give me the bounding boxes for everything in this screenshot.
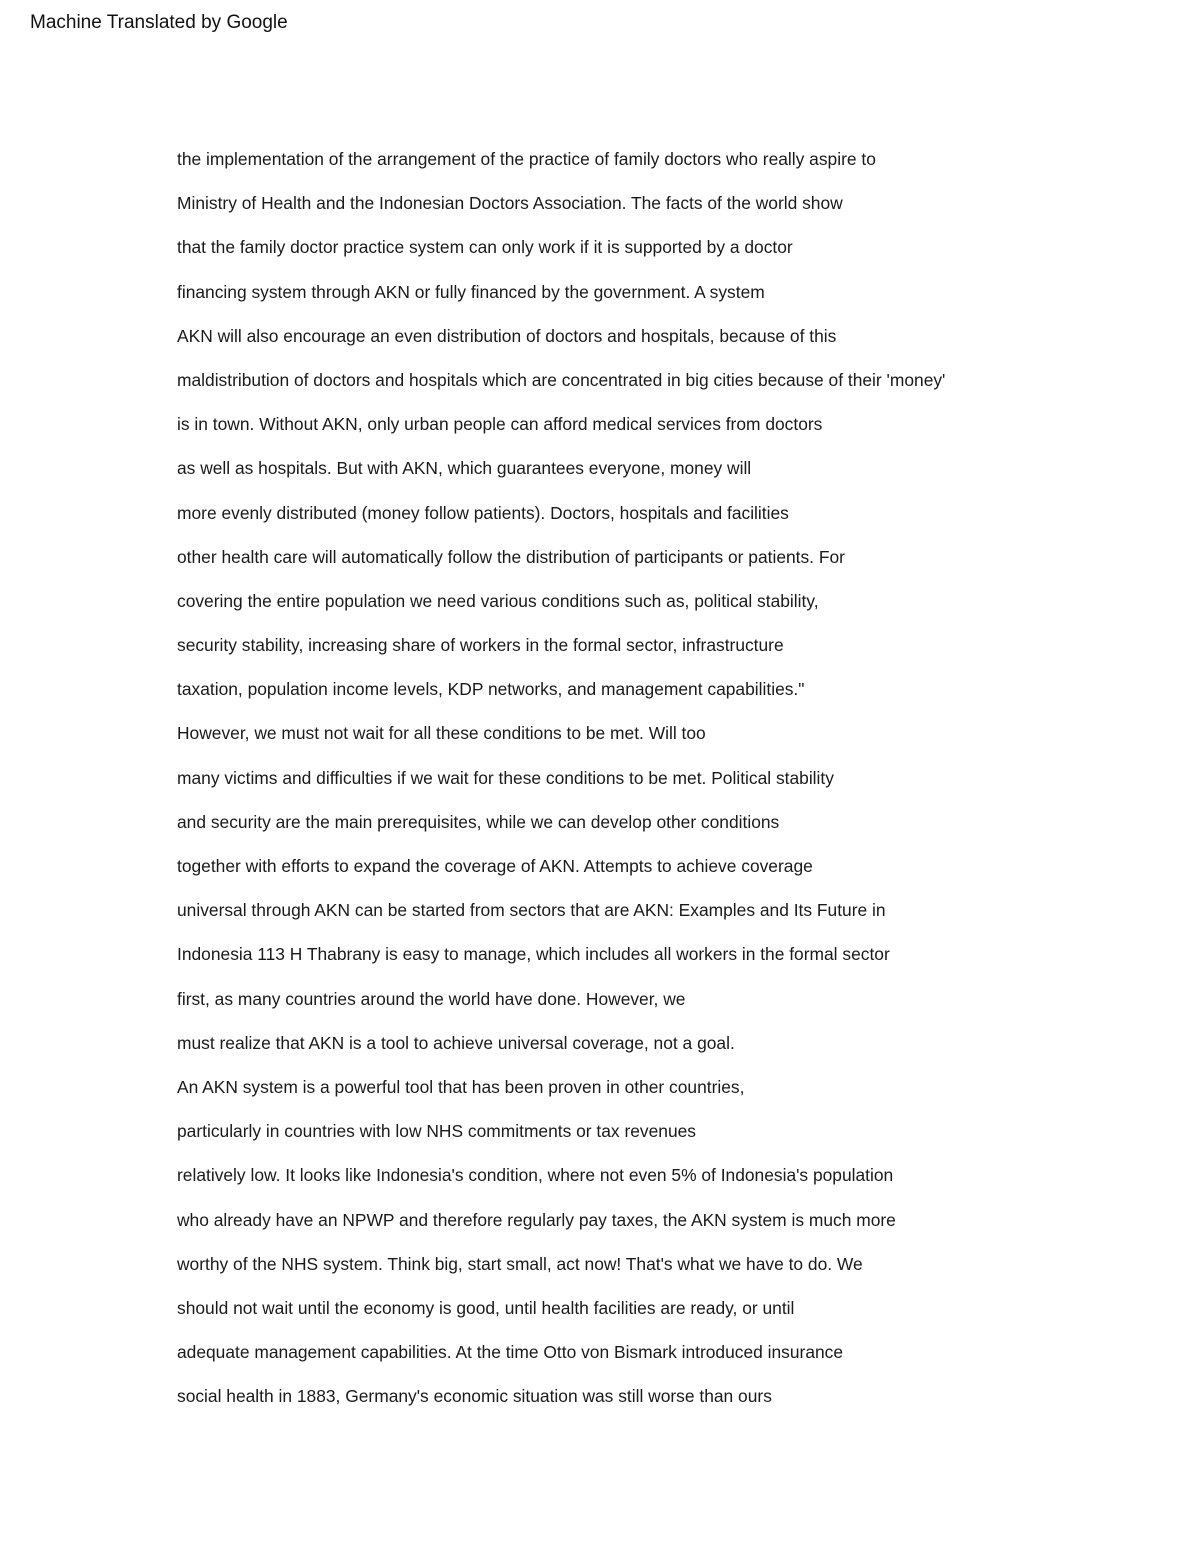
- text-line: is in town. Without AKN, only urban people can afford medical services from doctors: [177, 414, 823, 435]
- text-line: universal through AKN can be started from sectors that are AKN: Examples and Its Future in: [177, 900, 886, 921]
- text-line: particularly in countries with low NHS commitments or tax revenues: [177, 1121, 697, 1142]
- text-line: should not wait until the economy is good, until health facilities are ready, or until: [177, 1297, 795, 1318]
- text-line: taxation, population income levels, KDP networks, and management capabilities.": [177, 679, 805, 700]
- text-line: covering the entire population we need various conditions such as, political stability,: [177, 590, 819, 611]
- text-line: first, as many countries around the world have done. However, we: [177, 988, 686, 1009]
- text-line: must realize that AKN is a tool to achieve universal coverage, not a goal.: [177, 1032, 735, 1053]
- text-line: social health in 1883, Germany's economic situation was still worse than ours: [177, 1386, 772, 1407]
- text-line: financing system through AKN or fully financed by the government. A system: [177, 281, 765, 302]
- text-line: who already have an NPWP and therefore regularly pay taxes, the AKN system is much more: [177, 1209, 896, 1230]
- text-line: and security are the main prerequisites, while we can develop other conditions: [177, 811, 780, 832]
- text-line: Ministry of Health and the Indonesian Doctors Association. The facts of the world show: [177, 193, 843, 214]
- body-text: [177, 145, 1077, 1426]
- text-line: security stability, increasing share of workers in the formal sector, infrastructure: [177, 635, 784, 656]
- text-line: as well as hospitals. But with AKN, which guarantees everyone, money will: [177, 458, 752, 479]
- text-line: other health care will automatically follow the distribution of participants or patients. For: [177, 546, 845, 567]
- text-line: more evenly distributed (money follow patients). Doctors, hospitals and facilities: [177, 502, 789, 523]
- text-line: adequate management capabilities. At the time Otto von Bismark introduced insurance: [177, 1342, 844, 1363]
- text-line: worthy of the NHS system. Think big, start small, act now! That's what we have to do. We: [177, 1253, 863, 1274]
- text-line: relatively low. It looks like Indonesia's condition, where not even 5% of Indonesia's population: [177, 1165, 894, 1186]
- text-line: the implementation of the arrangement of the practice of family doctors who really aspire to: [177, 149, 876, 169]
- machine-translation-attribution: Machine Translated by Google: [30, 12, 288, 33]
- text-line: Indonesia 113 H Thabrany is easy to manage, which includes all workers in the formal sector: [177, 944, 890, 965]
- text-line: maldistribution of doctors and hospitals which are concentrated in big cities because of their 'money': [177, 369, 946, 390]
- text-line: An AKN system is a powerful tool that has been proven in other countries,: [177, 1076, 745, 1097]
- text-line: many victims and difficulties if we wait for these conditions to be met. Political stability: [177, 767, 834, 788]
- text-line: AKN will also encourage an even distribution of doctors and hospitals, because of this: [177, 325, 837, 346]
- text-line: However, we must not wait for all these conditions to be met. Will too: [177, 723, 706, 744]
- text-line: that the family doctor practice system can only work if it is supported by a doctor: [177, 237, 793, 258]
- text-line: together with efforts to expand the coverage of AKN. Attempts to achieve coverage: [177, 856, 813, 876]
